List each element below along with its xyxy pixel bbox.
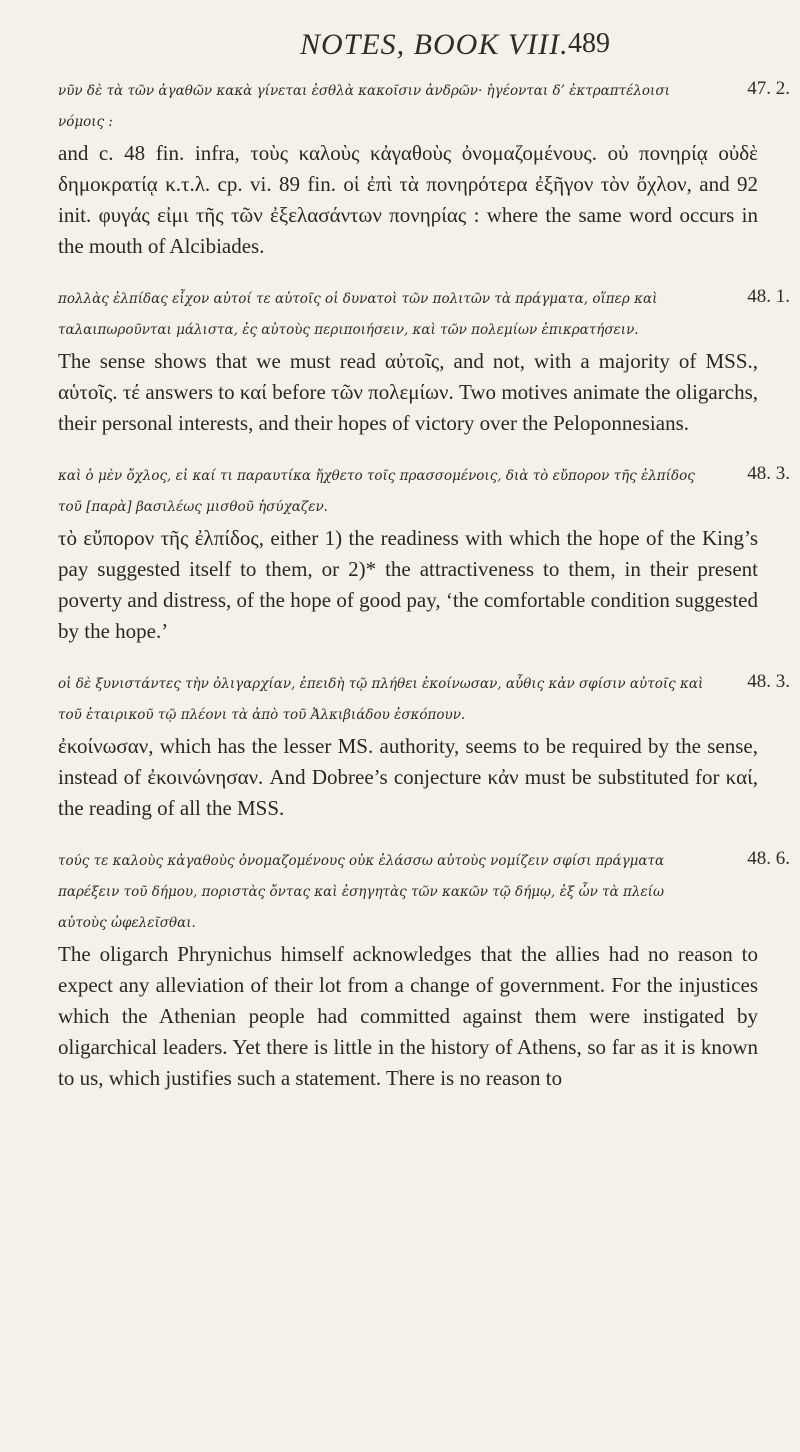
running-head: NOTES, BOOK VIII. xyxy=(300,28,569,61)
line-reference: 48. 1. xyxy=(747,286,790,307)
line-reference: 48. 3. xyxy=(747,463,790,484)
page-header xyxy=(0,22,800,66)
note-block xyxy=(58,284,790,439)
commentary-text: The oligarch Phrynichus himself acknowledges that the allies had no reason to expect any alleviation of their lot from a change of government. For the injustices which the Athenian people had committed against them were instigated by oligarchical leaders. Yet there is little in the history of Athens, so far as it is known to us, which justifies such a statement. There is no reason to xyxy=(58,942,758,1090)
commentary-text: τὸ εὔπορον τῆς ἐλπίδος, either 1) the readiness with which the hope of the King’s pay suggested itself to them, or 2)* the attractiveness to them, in their present poverty and distress, of the hope of good pay, ‘the comfortable condition suggested by the hope.’ xyxy=(58,526,758,643)
greek-quotation: τούς τε καλοὺς κἀγαθοὺς ὀνομαζομένους οὐκ ἐλάσσω αὐτοὺς νομίζειν σφίσι πράγματα παρέξειν τοῦ δήμου, ποριστὰς ὄντας καὶ ἐσηγητὰς τῶν κακῶν τῷ δήμῳ, ἐξ ὧν τὰ πλείω αὐτοὺς ὠφελεῖσθαι. xyxy=(58,853,665,931)
greek-quotation: νῦν δὲ τὰ τῶν ἀγαθῶν κακὰ γίνεται ἐσθλὰ κακοῖσιν ἀνδρῶν· ἡγέονται δ’ ἐκτραπτέλοισι νόμοις : xyxy=(58,83,670,130)
commentary-text: ἐκοίνωσαν, which has the lesser MS. authority, seems to be required by the sense, instead of ἐκοινώνησαν. And Dobree’s conjecture κἀν must be substituted for καί, the reading of all the MSS. xyxy=(58,734,758,820)
note-block xyxy=(58,76,790,262)
line-reference: 47. 2. xyxy=(747,78,790,99)
page-body xyxy=(58,66,790,1094)
page-number: 489 xyxy=(568,28,610,59)
note-block xyxy=(58,846,790,1094)
line-reference: 48. 3. xyxy=(747,671,790,692)
line-reference: 48. 6. xyxy=(747,848,790,869)
greek-quotation: οἱ δὲ ξυνιστάντες τὴν ὀλιγαρχίαν, ἐπειδὴ τῷ πλήθει ἐκοίνωσαν, αὖθις κἀν σφίσιν αὐτοῖς καὶ τοῦ ἑταιρικοῦ τῷ πλέονι τὰ ἀπὸ τοῦ Ἀλκιβιάδου ἐσκόπουν. xyxy=(58,676,704,723)
commentary-text: and c. 48 fin. infra, τοὺς καλοὺς κἀγαθοὺς ὀνομαζομένους. οὐ πονηρίᾳ οὐδὲ δημοκρατίᾳ κ.τ.λ. cp. vi. 89 fin. οἱ ἐπὶ τὰ πονηρότερα ἐξῆγον τὸν ὄχλον, and 92 init. φυγάς εἰμι τῆς τῶν ἐξελασάντων πονηρίας : where the same word occurs in the mouth of Alcibiades. xyxy=(58,141,758,258)
note-block xyxy=(58,461,790,647)
note-block xyxy=(58,669,790,824)
greek-quotation: καὶ ὁ μὲν ὄχλος, εἰ καί τι παραυτίκα ἤχθετο τοῖς πρασσομένοις, διὰ τὸ εὔπορον τῆς ἐλπίδος τοῦ [παρὰ] βασιλέως μισθοῦ ἡσύχαζεν. xyxy=(58,468,695,515)
commentary-text: The sense shows that we must read αὐτοῖς, and not, with a majority of MSS., αὑτοῖς. τέ answers to καί before τῶν πολεμίων. Two motives animate the oligarchs, their personal interests, and their hopes of victory over the Peloponnesians. xyxy=(58,349,758,435)
greek-quotation: πολλὰς ἐλπίδας εἶχον αὐτοί τε αὐτοῖς οἱ δυνατοὶ τῶν πολιτῶν τὰ πράγματα, οἵπερ καὶ ταλαιπωροῦνται μάλιστα, ἐς αὐτοὺς περιποιήσειν, καὶ τῶν πολεμίων ἐπικρατήσειν. xyxy=(58,291,658,338)
